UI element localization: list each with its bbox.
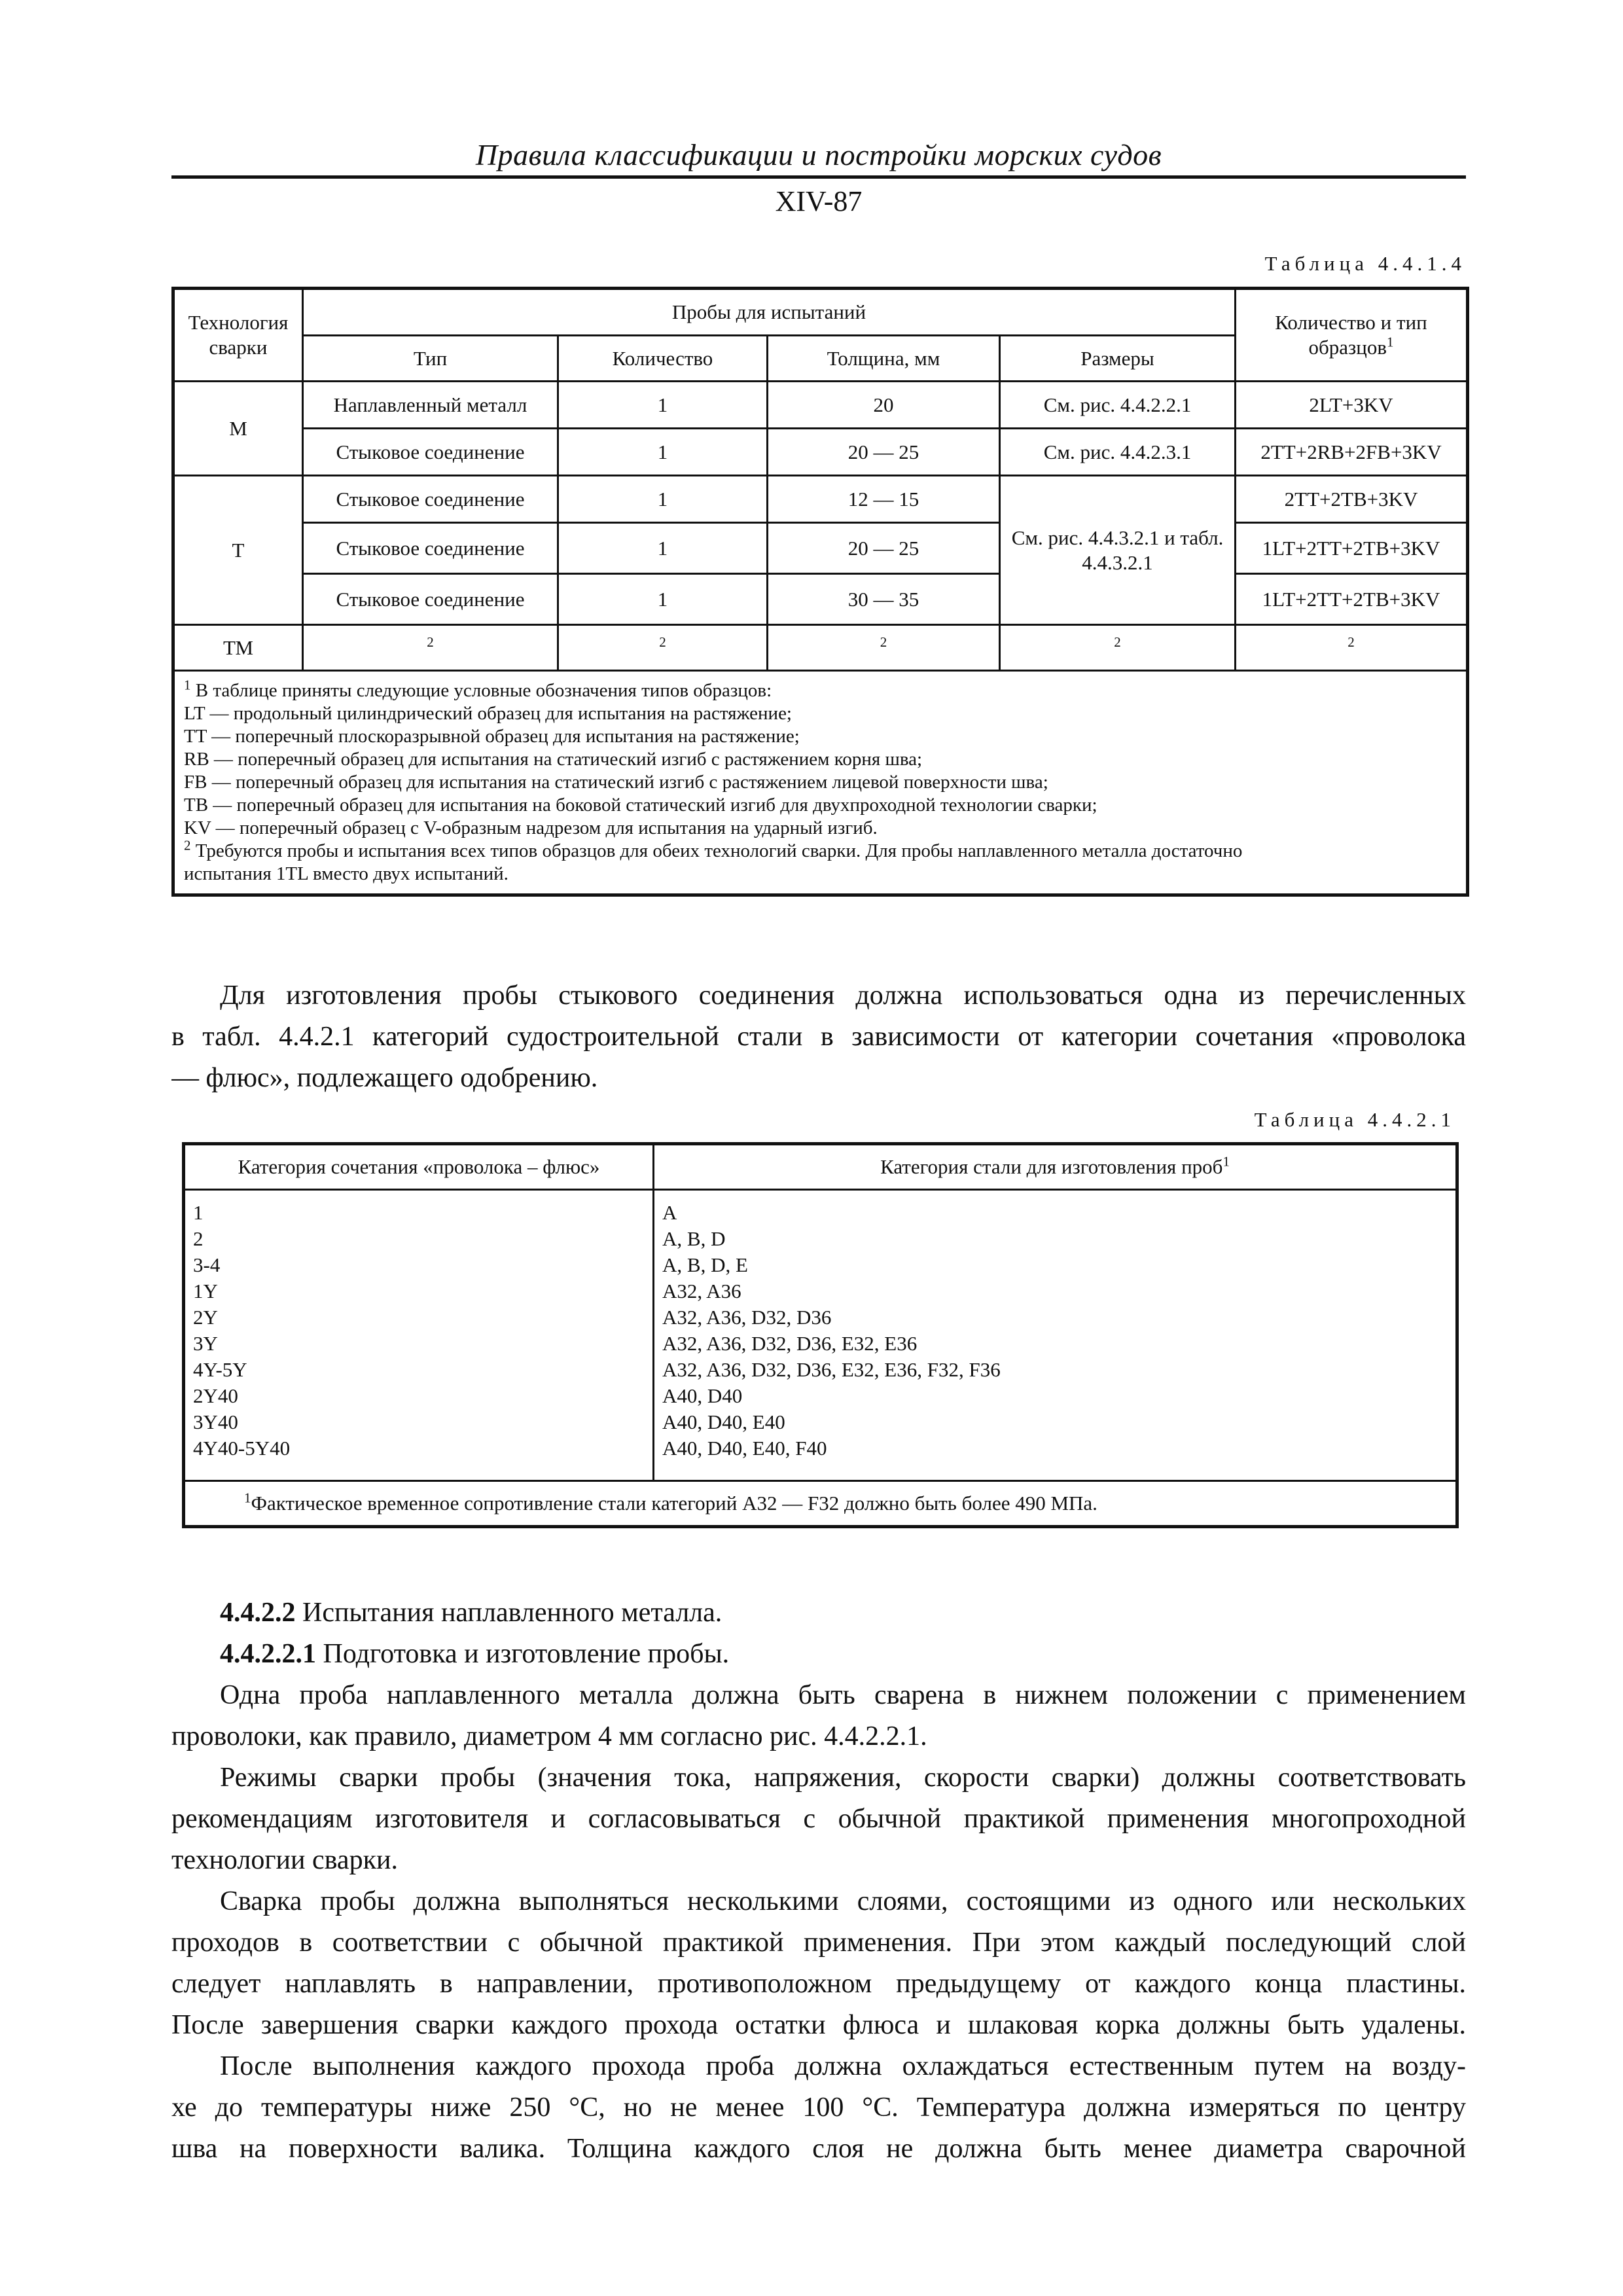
footnote-1-intro: $^1$ В таблице приняты следующие условные обозначения типов образцов: bbox=[184, 677, 772, 701]
dims-merged-cell: См. рис. 4.4.3.2.1 и табл. 4.4.3.2.1 bbox=[1000, 476, 1236, 625]
table-row bbox=[173, 574, 1468, 625]
specimens-cell: 1LT+2TT+2TB+3KV bbox=[1236, 523, 1468, 574]
footnote-abbr-fb: FB — поперечный образец для испытания на статический изгиб с растяжением лицевой поверхности шва; bbox=[184, 772, 1048, 793]
header-technology: Технология сварки bbox=[173, 289, 303, 382]
table-4-4-2-1-caption: Таблица 4.4.2.1 bbox=[1254, 1108, 1455, 1131]
subheader-qty: Количество bbox=[558, 336, 768, 382]
list-item: 3-4 bbox=[193, 1253, 221, 1276]
thickness-cell: 20 — 25 bbox=[768, 429, 1000, 476]
combo-category-list bbox=[184, 1190, 654, 1481]
list-item: 2Y40 bbox=[193, 1384, 238, 1407]
header-steel-category: Категория стали для изготовления проб$^1$ bbox=[654, 1144, 1457, 1190]
table-row bbox=[173, 429, 1468, 476]
thickness-cell: 12 — 15 bbox=[768, 476, 1000, 523]
dims-cell: См. рис. 4.4.2.3.1 bbox=[1000, 429, 1236, 476]
table-4-4-2-1 bbox=[182, 1142, 1459, 1528]
subheader-type: Тип bbox=[303, 336, 558, 382]
specimens-cell: 2TT+2TB+3KV bbox=[1236, 476, 1468, 523]
type-cell: Стыковое соединение bbox=[303, 574, 558, 625]
paragraph-line: технологии сварки. bbox=[171, 1845, 398, 1875]
tech-cell: ТМ bbox=[173, 625, 303, 671]
footnote-abbr-lt: LT — продольный цилиндрический образец для испытания на растяжение; bbox=[184, 703, 792, 724]
paragraph-line: Сварка пробы должна выполняться несколькими слоями, состоящими из одного или нескольких bbox=[220, 1886, 1466, 1916]
type-cell: Наплавленный металл bbox=[303, 382, 558, 429]
paragraph-line: хе до температуры ниже 250 °С, но не менее 100 °С. Температура должна измеряться по центру bbox=[171, 2092, 1466, 2123]
header-combo-category: Категория сочетания «проволока – флюс» bbox=[184, 1144, 654, 1190]
specimens-cell: 2LT+3KV bbox=[1236, 382, 1468, 429]
footnote-2-cont: испытания 1TL вместо двух испытаний. bbox=[184, 863, 508, 884]
list-item: A32, A36, D32, D36, E32, E36 bbox=[662, 1332, 918, 1355]
tech-cell: Т bbox=[173, 476, 303, 625]
list-item: 2Y bbox=[193, 1306, 218, 1329]
paragraph-line: После завершения сварки каждого прохода остатки флюса и шлаковая корка должны быть удалены. bbox=[171, 2010, 1466, 2040]
running-title: Правила классификации и постройки морских судов bbox=[475, 138, 1162, 171]
qty-cell: 1 bbox=[558, 382, 768, 429]
steel-category-list bbox=[654, 1190, 1457, 1481]
list-item: 4Y-5Y bbox=[193, 1358, 247, 1381]
table-row bbox=[173, 382, 1468, 429]
footnote-ref: 1 bbox=[1387, 334, 1394, 350]
table-row bbox=[173, 476, 1468, 523]
paragraph-line: проходов в соответствии с обычной практикой применения. При этом каждый последующий слой bbox=[171, 1928, 1466, 1958]
list-item: A40, D40, E40 bbox=[662, 1410, 785, 1433]
paragraph-line: проволоки, как правило, диаметром 4 мм согласно рис. 4.4.2.2.1. bbox=[171, 1721, 927, 1751]
qty-cell: 1 bbox=[558, 476, 768, 523]
table-footnote: $^1$Фактическое временное сопротивление стали категорий А32 — F32 должно быть более 490 МПа. bbox=[184, 1481, 1457, 1527]
subsection-heading: 4.4.2.2.1 Подготовка и изготовление пробы. bbox=[220, 1639, 730, 1669]
paragraph-line: рекомендациям изготовителя и согласовываться с обычной практикой применения многопроходной bbox=[171, 1804, 1466, 1834]
page-number: XIV-87 bbox=[775, 185, 863, 217]
paragraph-line: шва на поверхности валика. Толщина каждого слоя не должна быть менее диаметра сварочной bbox=[171, 2134, 1466, 2164]
table-footnotes bbox=[173, 671, 1468, 895]
qty-cell: 1 bbox=[558, 574, 768, 625]
header-count-type: Количество и тип образцов$^1$ bbox=[1236, 289, 1468, 382]
list-item: 3Y bbox=[193, 1332, 218, 1355]
note-ref-cell: 2 bbox=[558, 625, 768, 671]
note-ref-cell: 2 bbox=[1236, 625, 1468, 671]
qty-cell: 1 bbox=[558, 429, 768, 476]
list-item: 1Y bbox=[193, 1280, 218, 1302]
list-item: 1 bbox=[193, 1201, 204, 1224]
paragraph-line: следует наплавлять в направлении, противоположном предыдущему от каждого конца пластины. bbox=[171, 1969, 1466, 1999]
list-item: A bbox=[662, 1201, 677, 1224]
subheader-dims: Размеры bbox=[1000, 336, 1236, 382]
paragraph-line: Одна проба наплавленного металла должна быть сварена в нижнем положении с применением bbox=[220, 1680, 1466, 1710]
table-row bbox=[173, 523, 1468, 574]
header-samples: Пробы для испытаний bbox=[303, 289, 1236, 336]
thickness-cell: 20 bbox=[768, 382, 1000, 429]
footnote-abbr-kv: KV — поперечный образец с V-образным надрезом для испытания на ударный изгиб. bbox=[184, 817, 878, 838]
note-ref-cell: 2 bbox=[1000, 625, 1236, 671]
subheader-thickness: Толщина, мм bbox=[768, 336, 1000, 382]
thickness-cell: 30 — 35 bbox=[768, 574, 1000, 625]
note-ref-cell: 2 bbox=[303, 625, 558, 671]
footnote-abbr-rb: RB — поперечный образец для испытания на статический изгиб с растяжением корня шва; bbox=[184, 749, 923, 770]
specimens-cell: 1LT+2TT+2TB+3KV bbox=[1236, 574, 1468, 625]
paragraph-steel-selection: Для изготовления пробы стыкового соединения должна использоваться одна из перечисленных в табл. 4.4.2.1 категорий судостроительной стали в зависимости от категории сочетания «проволока — флюс», подлежащего одобрению. bbox=[171, 980, 1466, 1093]
list-item: A32, A36, D32, D36, E32, E36, F32, F36 bbox=[662, 1358, 1001, 1381]
list-item: A40, D40, E40, F40 bbox=[662, 1437, 827, 1460]
list-item: A32, A36, D32, D36 bbox=[662, 1306, 832, 1329]
footnote-abbr-tb: TB — поперечный образец для испытания на боковой статический изгиб для двухпроходной технологии сварки; bbox=[184, 795, 1097, 816]
list-item: 4Y40-5Y40 bbox=[193, 1437, 291, 1460]
section-4-4-2-2 bbox=[171, 1592, 1466, 2170]
type-cell: Стыковое соединение bbox=[303, 523, 558, 574]
dims-cell: См. рис. 4.4.2.2.1 bbox=[1000, 382, 1236, 429]
list-item: A, B, D, E bbox=[662, 1253, 748, 1276]
qty-cell: 1 bbox=[558, 523, 768, 574]
note-ref-cell: 2 bbox=[768, 625, 1000, 671]
paragraph-line: Режимы сварки пробы (значения тока, напряжения, скорости сварки) должны соответствовать bbox=[220, 1763, 1466, 1793]
thickness-cell: 20 — 25 bbox=[768, 523, 1000, 574]
list-item: 2 bbox=[193, 1227, 204, 1250]
table-row bbox=[173, 625, 1468, 671]
footnote-2: $^2$ Требуются пробы и испытания всех типов образцов для обеих технологий сварки. Для пробы наплавленного металла достаточно bbox=[184, 837, 1243, 861]
header-rule bbox=[171, 175, 1466, 179]
list-item: 3Y40 bbox=[193, 1410, 238, 1433]
table-4-4-1-4 bbox=[171, 287, 1469, 897]
specimens-cell: 2TT+2RB+2FB+3KV bbox=[1236, 429, 1468, 476]
list-item: A, B, D bbox=[662, 1227, 726, 1250]
tech-cell: М bbox=[173, 382, 303, 476]
section-heading: 4.4.2.2 Испытания наплавленного металла. bbox=[220, 1598, 722, 1628]
list-item: A32, A36 bbox=[662, 1280, 741, 1302]
footnote-abbr-tt: TT — поперечный плоскоразрывной образец для испытания на растяжение; bbox=[184, 726, 800, 747]
type-cell: Стыковое соединение bbox=[303, 476, 558, 523]
type-cell: Стыковое соединение bbox=[303, 429, 558, 476]
table-4-4-1-4-caption: Таблица 4.4.1.4 bbox=[1264, 252, 1466, 275]
list-item: A40, D40 bbox=[662, 1384, 743, 1407]
paragraph-line: После выполнения каждого прохода проба должна охлаждаться естественным путем на возду- bbox=[220, 2051, 1466, 2081]
